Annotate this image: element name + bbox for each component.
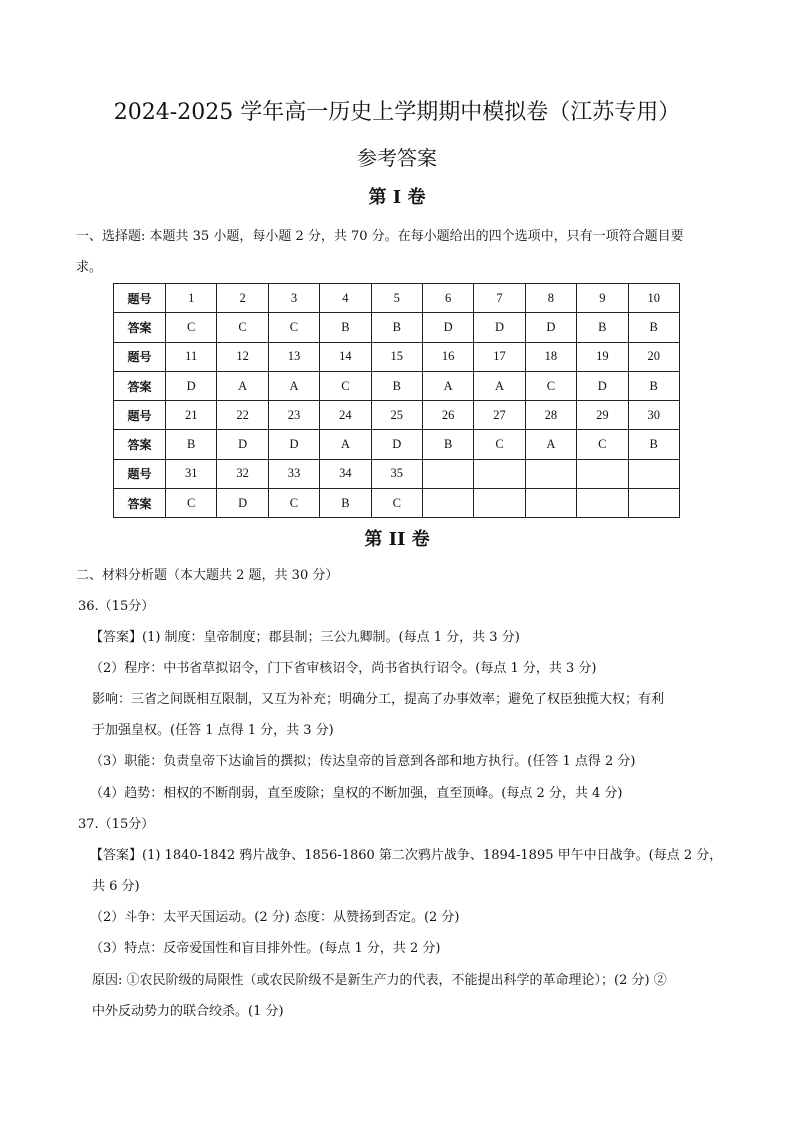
question-number-cell: 30 — [628, 401, 679, 430]
answer-cell: D — [474, 313, 525, 342]
question-number-cell — [422, 459, 473, 488]
q36-answer-line: 于加强皇权。(任答 1 点得 1 分，共 3 分) — [92, 723, 334, 738]
answer-row — [114, 489, 680, 518]
question-number-cell: 20 — [628, 342, 679, 371]
volume-2-heading: 第 II 卷 — [364, 529, 430, 550]
answer-cell — [525, 489, 576, 518]
answer-cell: C — [320, 371, 371, 400]
question-37-label: 37.（15分） — [78, 817, 155, 832]
answer-cell: C — [371, 489, 422, 518]
q37-answer-line: 共 6 分) — [92, 879, 140, 894]
q37-answer-line: （2）斗争：太平天国运动。(2 分) 态度：从赞扬到否定。(2 分) — [90, 910, 460, 925]
question-number-cell: 22 — [217, 401, 268, 430]
answer-cell: B — [577, 313, 628, 342]
question-number-cell: 11 — [166, 342, 217, 371]
answer-cell: C — [166, 489, 217, 518]
question-number-cell: 5 — [371, 284, 422, 313]
question-number-cell: 33 — [268, 459, 319, 488]
question-number-row — [114, 401, 680, 430]
answer-cell: C — [217, 313, 268, 342]
question-number-cell: 32 — [217, 459, 268, 488]
question-number-cell: 29 — [577, 401, 628, 430]
answer-cell — [577, 489, 628, 518]
answer-cell: D — [525, 313, 576, 342]
question-number-cell: 19 — [577, 342, 628, 371]
question-number-cell: 31 — [166, 459, 217, 488]
question-number-row — [114, 342, 680, 371]
answer-cell: B — [628, 430, 679, 459]
document-subtitle: 参考答案 — [357, 146, 437, 170]
answer-row — [114, 313, 680, 342]
question-number-cell: 24 — [320, 401, 371, 430]
answer-cell: C — [268, 313, 319, 342]
answer-cell: C — [268, 489, 319, 518]
q36-answer-line: （3）职能：负责皇帝下达谕旨的撰拟；传达皇帝的旨意到各部和地方执行。(任答 1 点得 2 分) — [90, 754, 636, 769]
answer-header-cell: 答案 — [114, 313, 166, 342]
question-number-cell — [628, 459, 679, 488]
question-number-cell: 2 — [217, 284, 268, 313]
q36-answer-line: 影响：三省之间既相互限制，又互为补充；明确分工，提高了办事效率；避免了权臣独揽大权；有利 — [92, 692, 665, 707]
answer-cell: B — [320, 313, 371, 342]
question-number-cell: 26 — [422, 401, 473, 430]
answer-cell: B — [320, 489, 371, 518]
q36-answer-line: （4）趋势：相权的不断削弱，直至废除；皇权的不断加强，直至顶峰。(每点 2 分，共 4 分) — [90, 786, 623, 801]
answer-row — [114, 371, 680, 400]
question-number-cell: 17 — [474, 342, 525, 371]
question-number-cell: 34 — [320, 459, 371, 488]
question-number-cell: 35 — [371, 459, 422, 488]
number-header-cell: 题号 — [114, 284, 166, 313]
answer-cell: A — [320, 430, 371, 459]
q36-answer-line: （2）程序：中书省草拟诏令，门下省审核诏令，尚书省执行诏令。(每点 1 分，共 3 分) — [90, 661, 597, 676]
question-number-cell: 15 — [371, 342, 422, 371]
number-header-cell: 题号 — [114, 342, 166, 371]
answer-cell: C — [525, 371, 576, 400]
q37-answer-line: 【答案】(1) 1840-1842 鸦片战争、1856-1860 第二次鸦片战争、1894-1895 甲午中日战争。(每点 2 分， — [90, 848, 723, 863]
question-number-cell — [474, 459, 525, 488]
question-number-cell: 10 — [628, 284, 679, 313]
answer-header-cell: 答案 — [114, 430, 166, 459]
answer-cell: B — [422, 430, 473, 459]
answer-cell: C — [577, 430, 628, 459]
q36-answer-line: 【答案】(1) 制度：皇帝制度；郡县制；三公九卿制。(每点 1 分，共 3 分) — [90, 630, 520, 645]
question-number-cell: 23 — [268, 401, 319, 430]
question-number-cell: 13 — [268, 342, 319, 371]
question-number-cell: 3 — [268, 284, 319, 313]
answer-cell: B — [628, 313, 679, 342]
section-1-instructions-cont: 求。 — [76, 260, 103, 275]
section-1-instructions: 一、选择题: 本题共 35 小题，每小题 2 分，共 70 分。在每小题给出的四个选项中，只有一项符合题目要 — [76, 229, 684, 244]
number-header-cell: 题号 — [114, 459, 166, 488]
answer-cell — [422, 489, 473, 518]
answer-header-cell: 答案 — [114, 489, 166, 518]
question-number-cell: 6 — [422, 284, 473, 313]
question-number-cell: 4 — [320, 284, 371, 313]
question-number-cell — [525, 459, 576, 488]
q37-answer-line: （3）特点：反帝爱国性和盲目排外性。(每点 1 分，共 2 分) — [90, 941, 441, 956]
question-number-cell — [577, 459, 628, 488]
answer-table — [113, 283, 680, 518]
answer-cell: C — [166, 313, 217, 342]
answer-cell: B — [628, 371, 679, 400]
answer-cell: D — [217, 430, 268, 459]
answer-cell — [474, 489, 525, 518]
question-number-cell: 14 — [320, 342, 371, 371]
answer-cell: D — [422, 313, 473, 342]
question-number-row — [114, 284, 680, 313]
question-number-cell: 7 — [474, 284, 525, 313]
question-number-cell: 9 — [577, 284, 628, 313]
answer-cell: A — [474, 371, 525, 400]
answer-cell: D — [268, 430, 319, 459]
q37-answer-line: 中外反动势力的联合绞杀。(1 分) — [92, 1004, 284, 1019]
question-number-cell: 27 — [474, 401, 525, 430]
answer-cell: D — [371, 430, 422, 459]
question-number-cell: 8 — [525, 284, 576, 313]
answer-row — [114, 430, 680, 459]
question-number-cell: 16 — [422, 342, 473, 371]
section-2-heading: 二、材料分析题（本大题共 2 题，共 30 分） — [76, 568, 339, 583]
q37-answer-line: 原因: ①农民阶级的局限性（或农民阶级不是新生产力的代表，不能提出科学的革命理论）；(2 分) ② — [92, 973, 667, 988]
answer-cell: D — [166, 371, 217, 400]
answer-cell — [628, 489, 679, 518]
question-36-label: 36.（15分） — [78, 599, 155, 614]
answer-cell: B — [371, 313, 422, 342]
answer-cell: A — [268, 371, 319, 400]
answer-cell: A — [422, 371, 473, 400]
question-number-cell: 28 — [525, 401, 576, 430]
document-title: 2024-2025 学年高一历史上学期期中模拟卷（江苏专用） — [113, 100, 681, 125]
answer-cell: C — [474, 430, 525, 459]
volume-1-heading: 第 I 卷 — [368, 187, 426, 208]
question-number-row — [114, 459, 680, 488]
answer-cell: A — [525, 430, 576, 459]
number-header-cell: 题号 — [114, 401, 166, 430]
question-number-cell: 18 — [525, 342, 576, 371]
answer-header-cell: 答案 — [114, 371, 166, 400]
answer-cell: B — [166, 430, 217, 459]
answer-cell: A — [217, 371, 268, 400]
question-number-cell: 25 — [371, 401, 422, 430]
question-number-cell: 12 — [217, 342, 268, 371]
question-number-cell: 21 — [166, 401, 217, 430]
answer-cell: D — [577, 371, 628, 400]
answer-cell: B — [371, 371, 422, 400]
question-number-cell: 1 — [166, 284, 217, 313]
answer-cell: D — [217, 489, 268, 518]
